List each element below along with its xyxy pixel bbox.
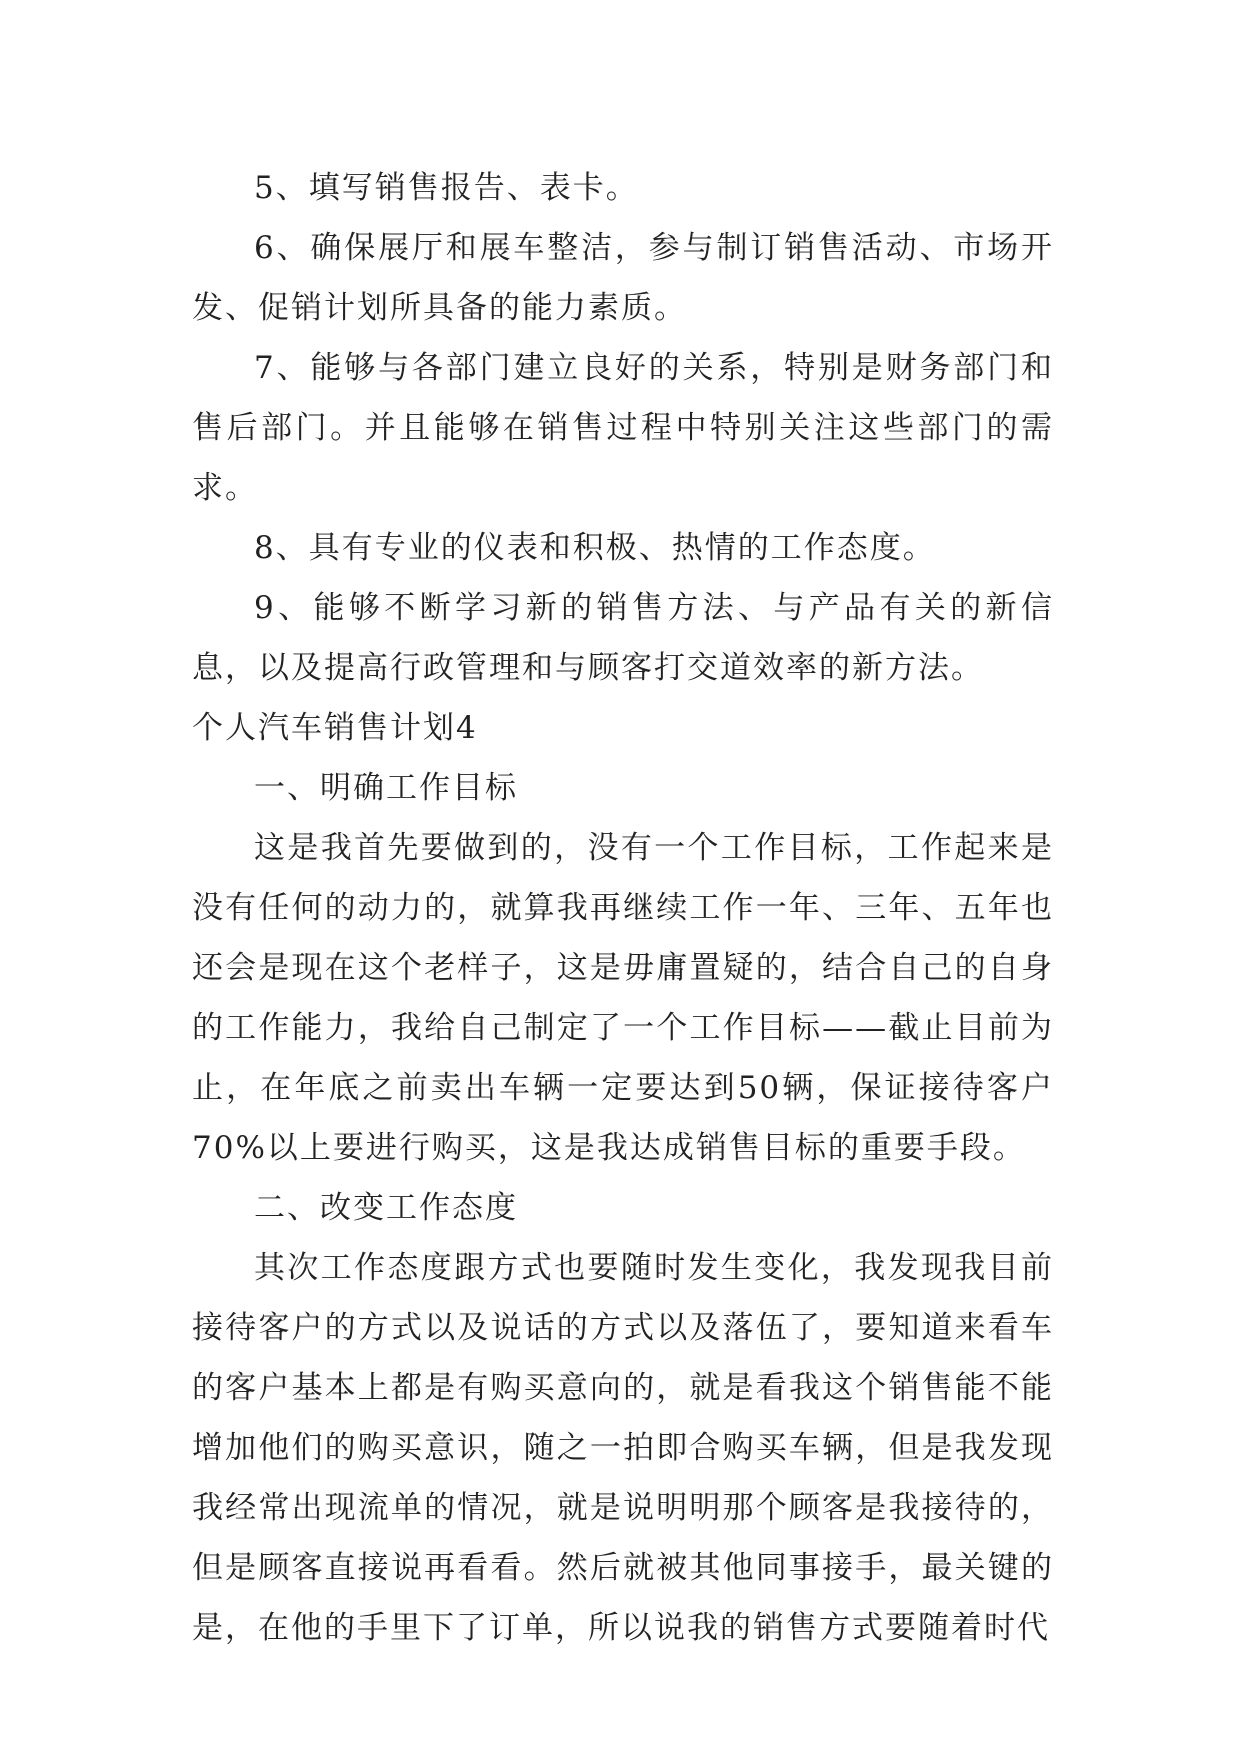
paragraph-goal: 这是我首先要做到的，没有一个工作目标，工作起来是没有任何的动力的，就算我再继续工作一年、三年、五年也还会是现在这个老样子，这是毋庸置疑的，结合自己的自身的工作能力，我给自己制定了一个工作目标——截止目前为止，在年底之前卖出车辆一定要达到50辆，保证接待客户70%以上要进行购买，这是我达成销售目标的重要手段。 [192, 830, 1054, 1166]
section-title: 个人汽车销售计划4 [192, 710, 478, 746]
subheading-attitude: 二、改变工作态度 [254, 1190, 518, 1226]
paragraph-item-7: 7、能够与各部门建立良好的关系，特别是财务部门和售后部门。并且能够在销售过程中特别关注这些部门的需求。 [192, 350, 1054, 506]
paragraph-item-8: 8、具有专业的仪表和积极、热情的工作态度。 [254, 530, 936, 566]
paragraph-attitude: 其次工作态度跟方式也要随时发生变化，我发现我目前接待客户的方式以及说话的方式以及落伍了，要知道来看车的客户基本上都是有购买意向的，就是看我这个销售能不能增加他们的购买意识，随之一拍即合购买车辆，但是我发现我经常出现流单的情况，就是说明明那个顾客是我接待的，但是顾客直接说再看看。然后就被其他同事接手，最关键的是，在他的手里下了订单，所以说我的销售方式要随着时代 [192, 1250, 1054, 1646]
paragraph-item-6: 6、确保展厅和展车整洁，参与制订销售活动、市场开发、促销计划所具备的能力素质。 [192, 230, 1054, 326]
document-page [192, 158, 1054, 1658]
paragraph-item-5: 5、填写销售报告、表卡。 [254, 170, 639, 206]
subheading-goal: 一、明确工作目标 [254, 770, 518, 806]
paragraph-item-9: 9、能够不断学习新的销售方法、与产品有关的新信息，以及提高行政管理和与顾客打交道效率的新方法。 [192, 590, 1054, 686]
